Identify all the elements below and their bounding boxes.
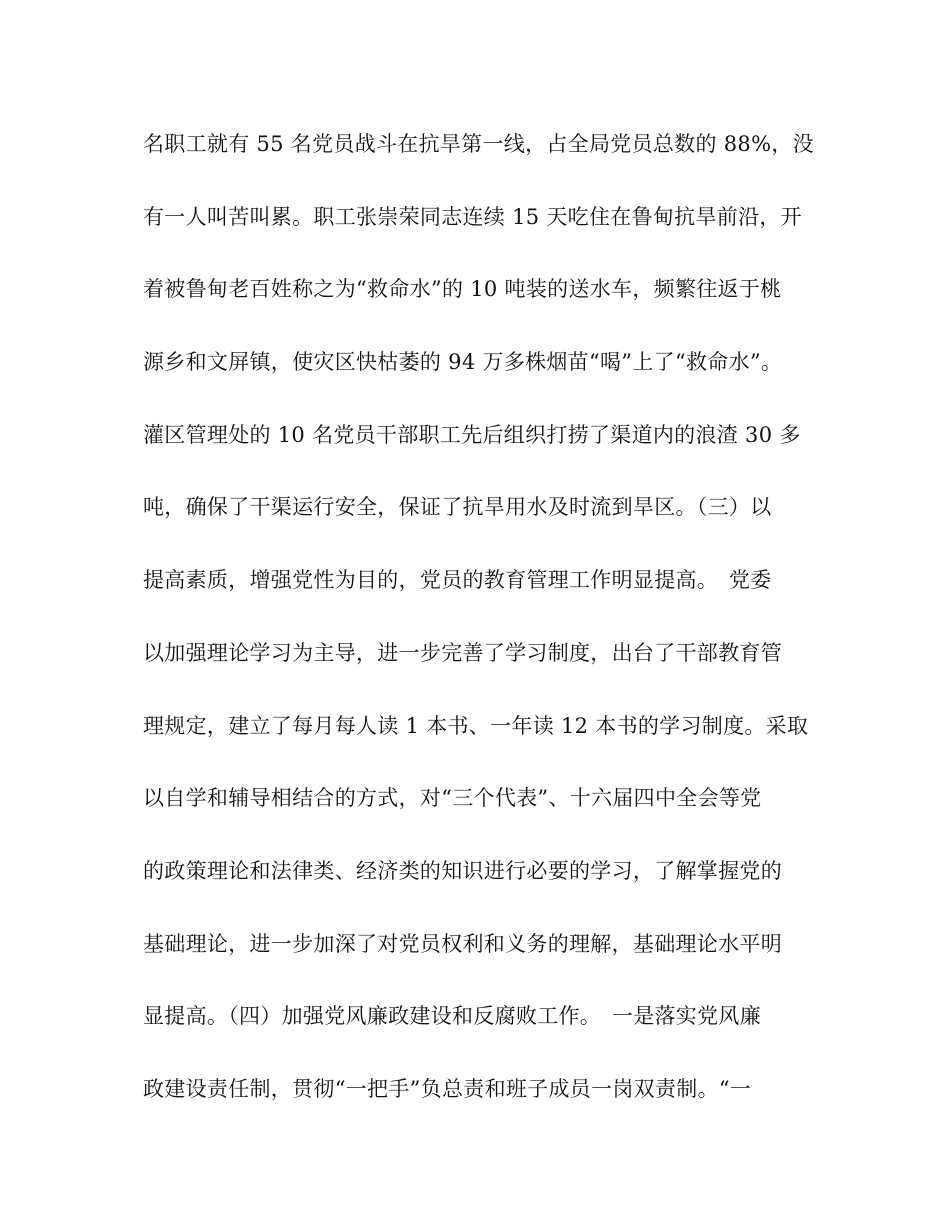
- body-line: 提高素质，增强党性为目的，党员的教育管理工作明显提高。 党委: [143, 568, 772, 593]
- body-line: 有一人叫苦叫累。职工张崇荣同志连续 15 天吃住在鲁甸抗旱前沿，开: [143, 204, 802, 229]
- document-body: [143, 120, 823, 1138]
- body-line: 灌区管理处的 10 名党员干部职工先后组织打捞了渠道内的浪渣 30 多: [143, 422, 801, 447]
- body-line: 着被鲁甸老百姓称之为“救命水”的 10 吨装的送水车，频繁往返于桃: [143, 277, 782, 302]
- body-line: 以加强理论学习为主导，进一步完善了学习制度，出台了干部教育管: [143, 640, 782, 665]
- body-line: 政建设责任制，贯彻“一把手”负总责和班子成员一岗双责制。“一: [143, 1076, 752, 1101]
- body-line: 的政策理论和法律类、经济类的知识进行必要的学习，了解掌握党的: [143, 858, 782, 883]
- body-line: 基础理论，进一步加深了对党员权利和义务的理解，基础理论水平明: [143, 931, 782, 956]
- body-line: 名职工就有 55 名党员战斗在抗旱第一线，占全局党员总数的 88%，没: [143, 132, 814, 156]
- body-line: 源乡和文屏镇，使灾区快枯萎的 94 万多株烟苗“喝”上了“救命水”。: [143, 350, 783, 375]
- body-line: 理规定，建立了每月每人读 1 本书、一年读 12 本书的学习制度。采取: [143, 713, 809, 738]
- body-line: 显提高。（四）加强党风廉政建设和反腐败工作。 一是落实党风廉: [143, 1004, 761, 1029]
- body-line: 吨，确保了干渠运行安全，保证了抗旱用水及时流到旱区。（三）以: [143, 495, 772, 520]
- body-line: 以自学和辅导相结合的方式，对“三个代表”、十六届四中全会等党: [143, 786, 762, 811]
